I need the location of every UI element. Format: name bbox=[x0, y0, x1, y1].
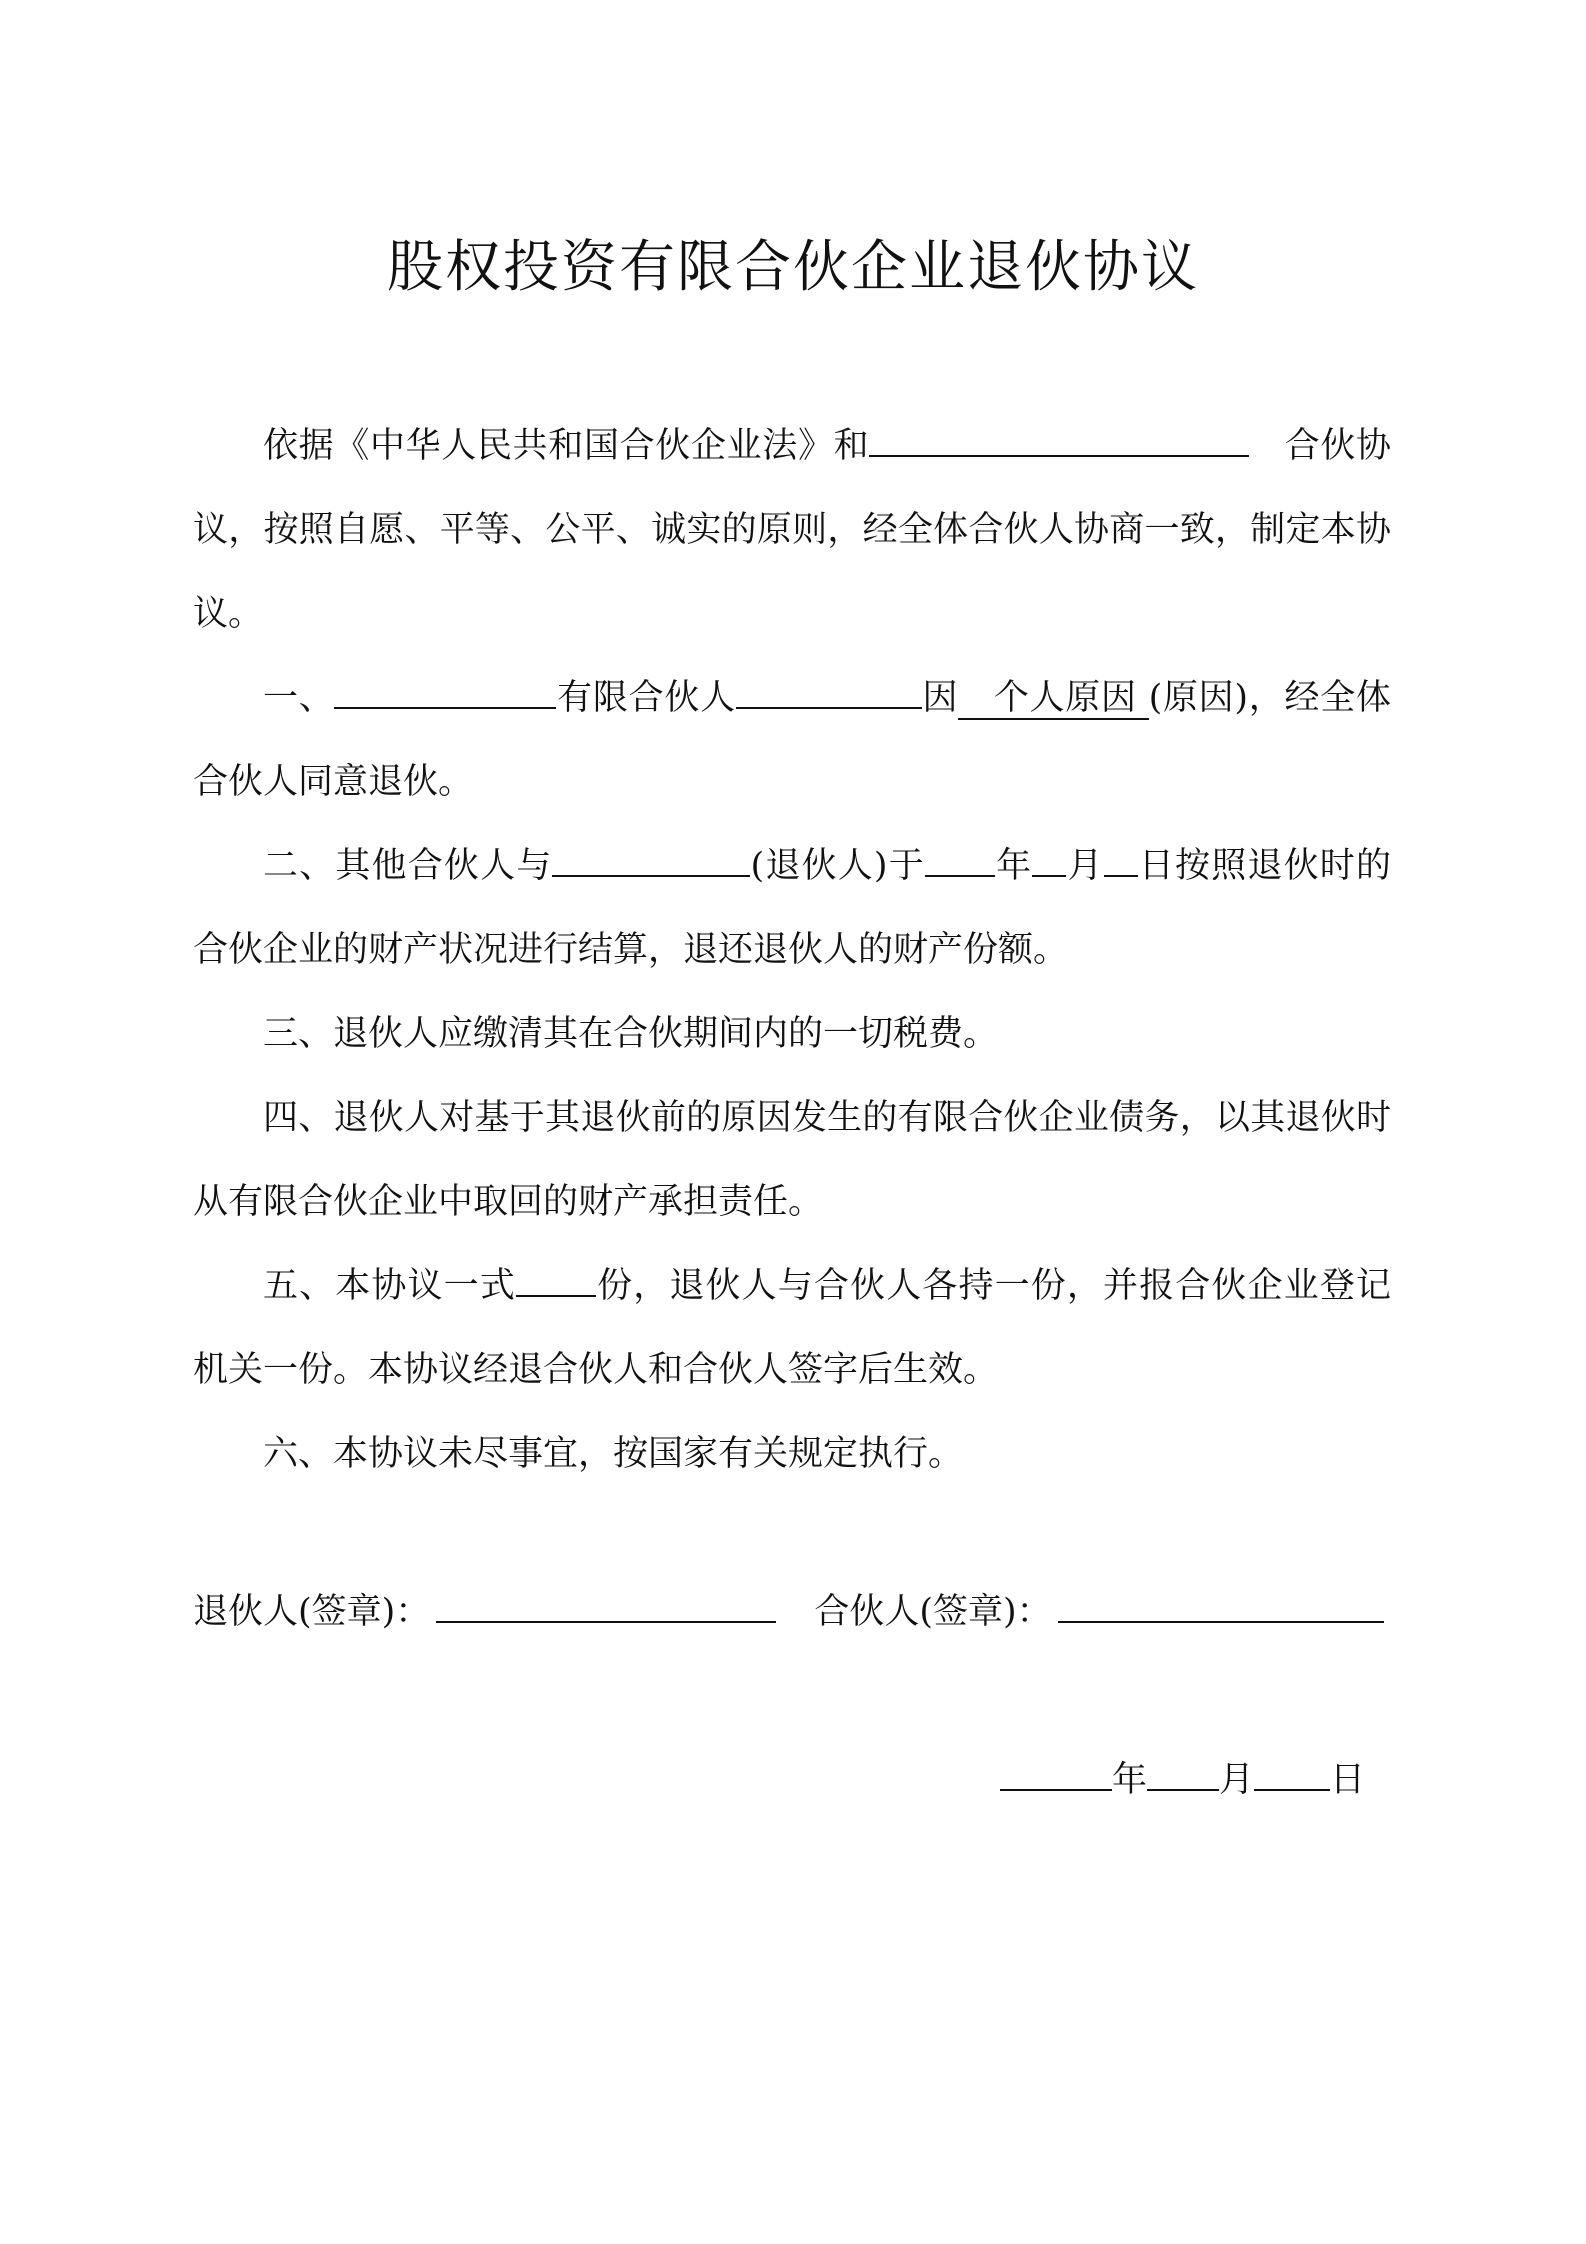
signing-month-blank[interactable] bbox=[1147, 1753, 1219, 1791]
preamble-text-b: 合伙协议，按照自愿、平等、公平、诚实的原则，经全体合伙人协商一致，制定本协议。 bbox=[193, 426, 1391, 634]
enterprise-name-blank[interactable] bbox=[334, 707, 556, 709]
clause-2-text-b: (退伙人)于 bbox=[750, 846, 925, 886]
clause-3: 三、退伙人应缴清其在合伙期间内的一切税费。 bbox=[263, 1014, 999, 1054]
signing-month-label: 月 bbox=[1219, 1760, 1255, 1800]
document-title: 股权投资有限合伙企业退伙协议 bbox=[387, 235, 1199, 300]
clause-6: 六、本协议未尽事宜，按国家有关规定执行。 bbox=[263, 1434, 964, 1474]
clause-5 bbox=[193, 1244, 1391, 1412]
clause-5-text-a: 五、本协议一式 bbox=[263, 1266, 516, 1306]
withdrawing-partner-signature-blank[interactable] bbox=[436, 1585, 776, 1623]
limited-partner-blank[interactable] bbox=[736, 707, 922, 709]
settlement-month-blank[interactable] bbox=[1032, 875, 1066, 877]
clause-1-text-c: (原因)，经全体合伙人同意退伙。 bbox=[193, 678, 1391, 802]
clause-1-text-b: 因 bbox=[921, 678, 959, 718]
clause-2-text-c: 日按照退伙时的合伙企业的财产状况进行结算，退还退伙人的财产份额。 bbox=[193, 846, 1391, 970]
preamble-paragraph bbox=[193, 404, 1391, 656]
clause-1-prefix: 一、 bbox=[263, 678, 335, 718]
settlement-year-blank[interactable] bbox=[925, 875, 995, 877]
clause-5-text-b: 份，退伙人与合伙人各持一份，并报合伙企业登记机关一份。本协议经退合伙人和合伙人签字后生效。 bbox=[193, 1266, 1391, 1390]
clause-2-month: 月 bbox=[1066, 846, 1104, 886]
clause-1 bbox=[193, 656, 1391, 824]
partner-signature-blank[interactable] bbox=[1058, 1585, 1384, 1623]
signing-year-label: 年 bbox=[1112, 1760, 1148, 1800]
clause-1-text-a: 有限合伙人 bbox=[556, 678, 736, 718]
settlement-day-blank[interactable] bbox=[1104, 875, 1138, 877]
preamble-text-a: 依据《中华人民共和国合伙企业法》和 bbox=[263, 426, 870, 466]
withdrawing-partner-blank[interactable] bbox=[552, 875, 750, 877]
agreement-name-blank[interactable] bbox=[869, 455, 1249, 457]
withdrawal-reason-value: 个人原因 bbox=[993, 678, 1137, 718]
clause-2 bbox=[193, 824, 1391, 992]
signing-year-blank[interactable] bbox=[1000, 1753, 1112, 1791]
signing-day-label: 日 bbox=[1330, 1760, 1366, 1800]
copies-count-blank[interactable] bbox=[516, 1295, 596, 1297]
clause-4: 四、退伙人对基于其退伙前的原因发生的有限合伙企业债务，以其退伙时从有限合伙企业中取回的财产承担责任。 bbox=[193, 1098, 1391, 1222]
signature-row bbox=[193, 1582, 1391, 1642]
signing-day-blank[interactable] bbox=[1254, 1753, 1330, 1791]
clause-2-text-a: 二、其他合伙人与 bbox=[263, 846, 553, 886]
clause-2-year: 年 bbox=[994, 846, 1033, 886]
withdrawal-reason-field[interactable] bbox=[958, 678, 1148, 720]
partner-signature-label: 合伙人(签章)： bbox=[814, 1592, 1052, 1632]
document-body bbox=[193, 404, 1391, 1496]
withdrawing-partner-signature-label: 退伙人(签章)： bbox=[193, 1592, 431, 1632]
signing-date-row bbox=[1000, 1750, 1365, 1810]
